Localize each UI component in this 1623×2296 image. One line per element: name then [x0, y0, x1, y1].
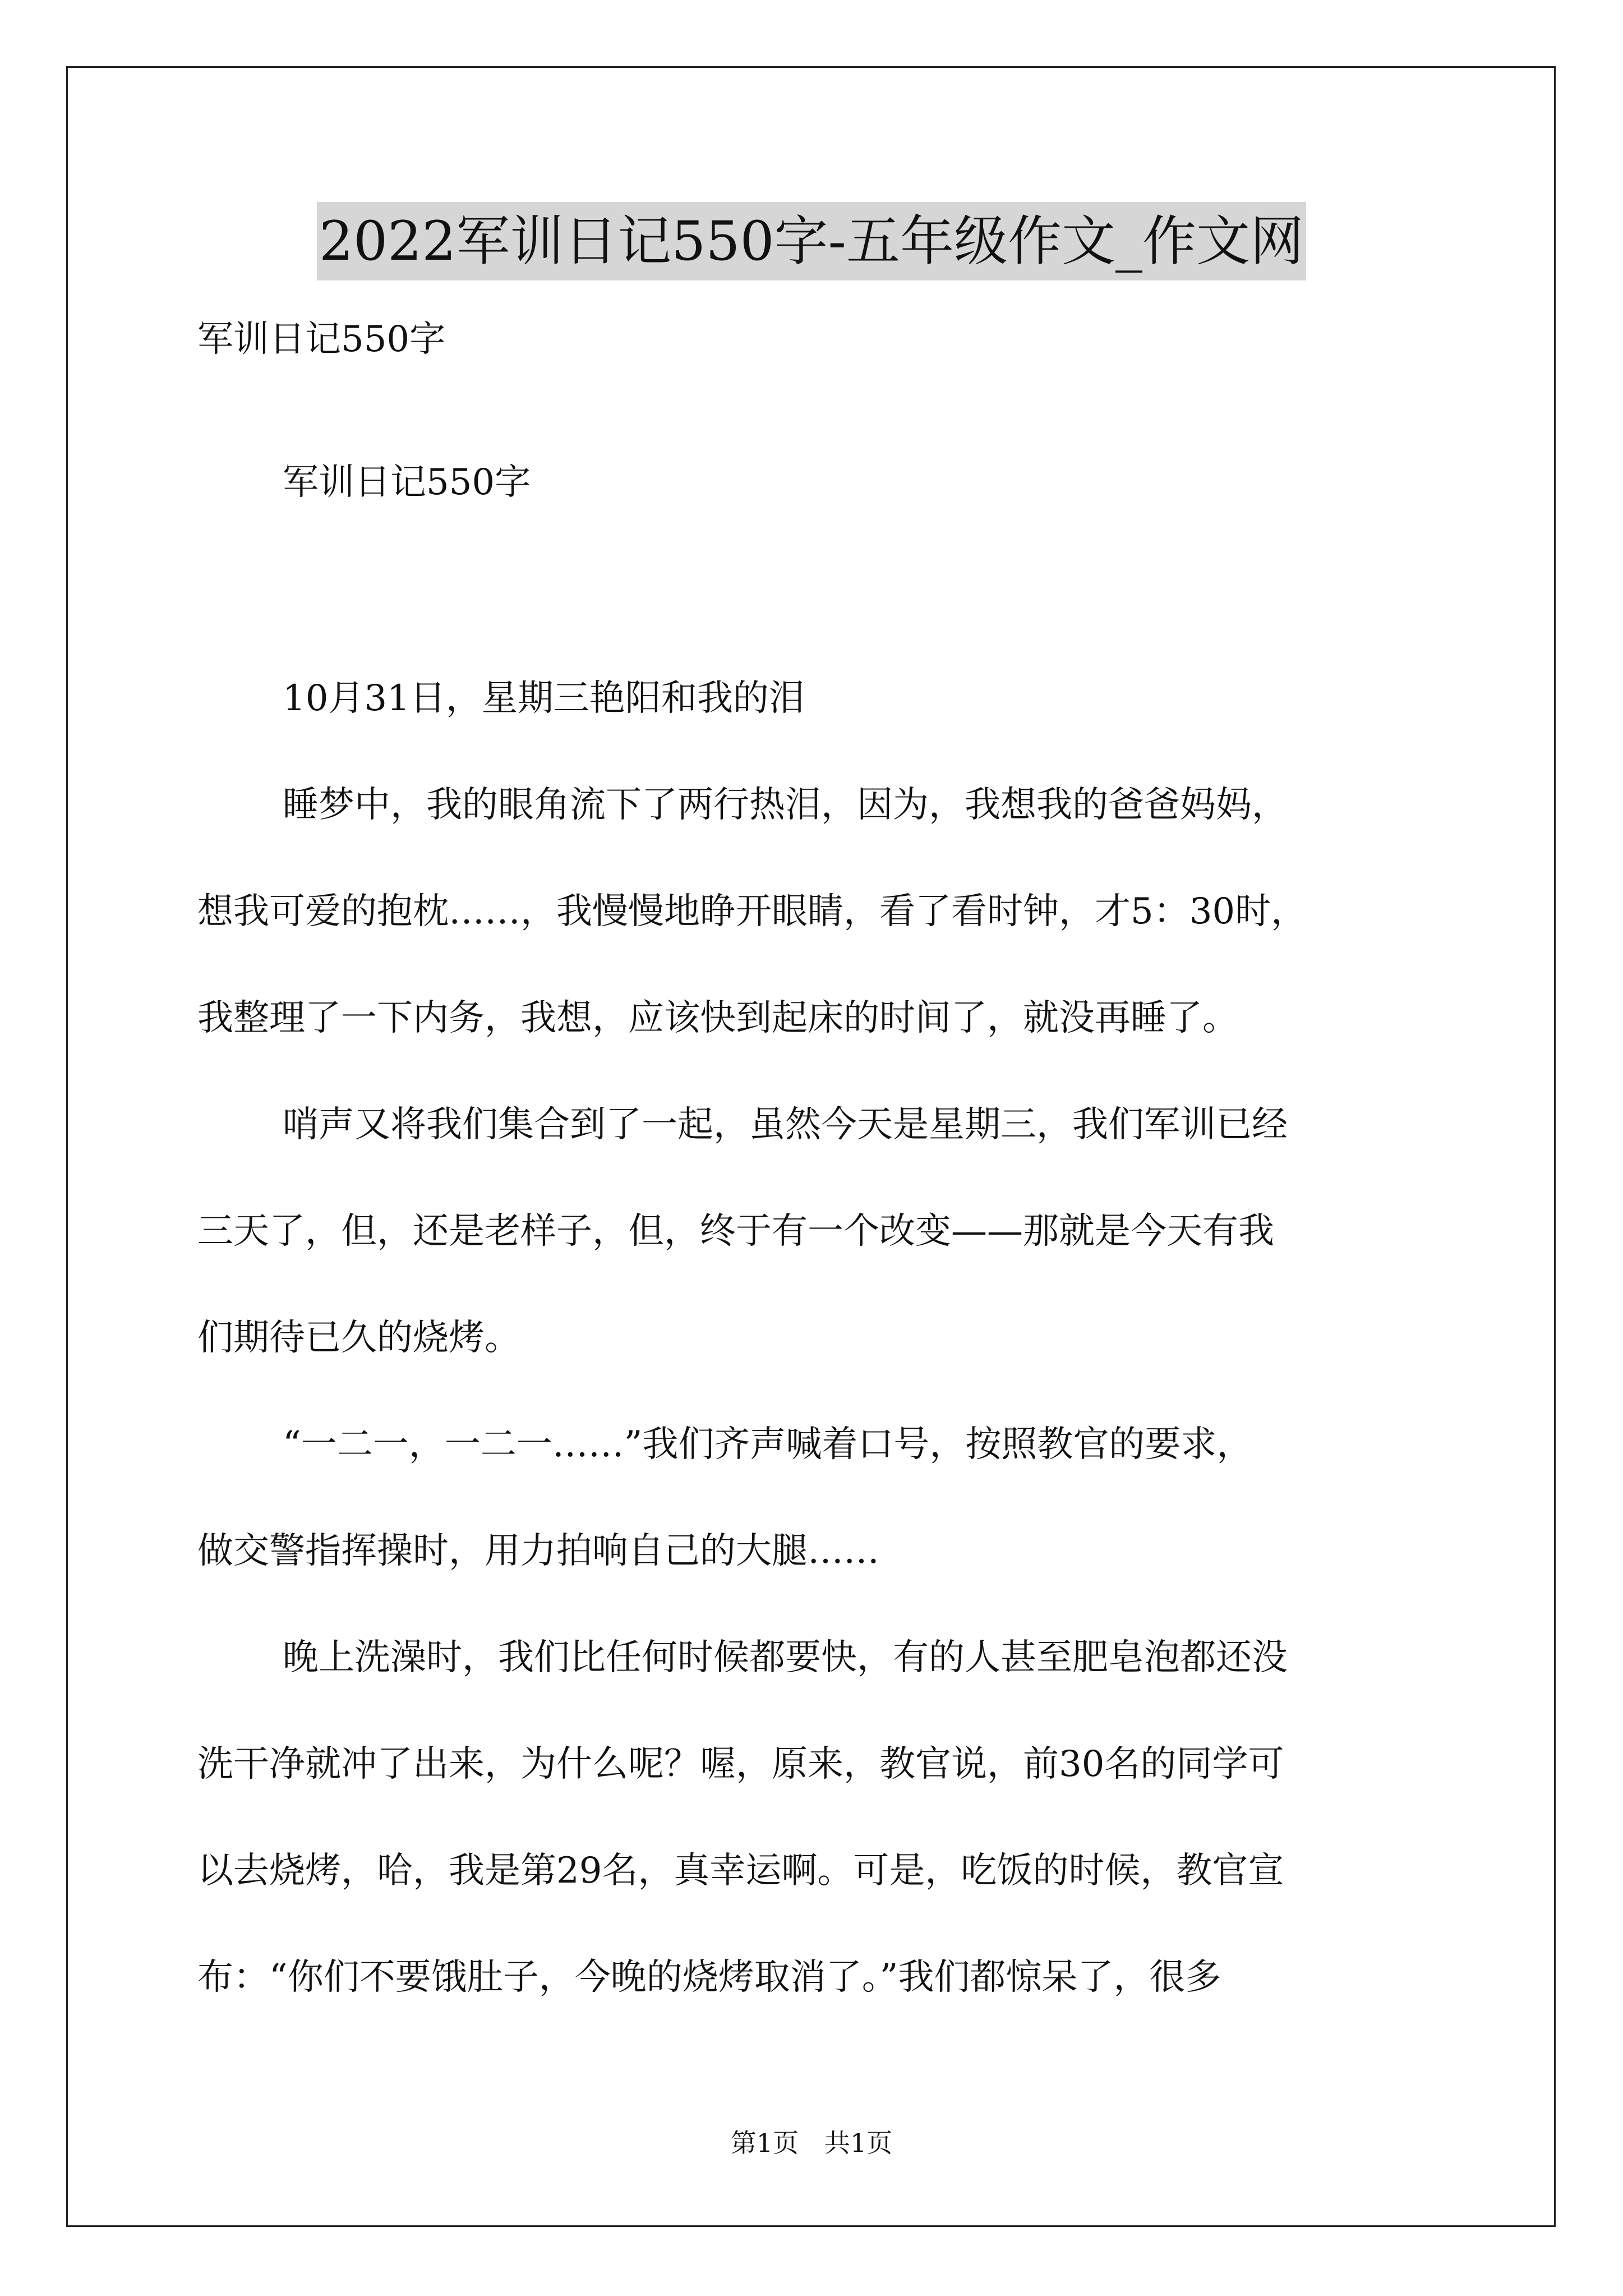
body-heading-block	[197, 454, 1459, 510]
paragraph-line: 哨声又将我们集合到了一起，虽然今天是星期三，我们军训已经	[283, 1104, 1288, 1145]
date-line-block	[197, 670, 1459, 726]
paragraph-3	[197, 1416, 1459, 1579]
document-title: 2022军训日记550字-五年级作文_作文网	[317, 202, 1306, 280]
document-subtitle: 军训日记550字	[197, 319, 446, 360]
paragraph-line: 们期待已久的烧烤。	[197, 1317, 520, 1359]
paragraph-line: 以去烧烤，哈，我是第29名，真幸运啊。可是，吃饭的时候，教官宣	[197, 1850, 1284, 1892]
paragraph-4	[197, 1630, 1459, 2005]
date-line: 10月31日，星期三艳阳和我的泪	[283, 678, 805, 719]
paragraph-line: 我整理了一下内务，我想，应该快到起床的时间了，就没再睡了。	[197, 997, 1238, 1039]
paragraph-line: 三天了，但，还是老样子，但，终于有一个改变——那就是今天有我	[197, 1211, 1274, 1252]
page-footer: 第1页 共1页	[730, 2128, 893, 2158]
paragraph-line: 睡梦中，我的眼角流下了两行热泪，因为，我想我的爸爸妈妈，	[283, 784, 1288, 826]
indented-heading: 军训日记550字	[283, 462, 531, 503]
title-container	[0, 202, 1623, 280]
paragraph-2	[197, 1097, 1459, 1366]
paragraph-line: 想我可爱的抱枕……，我慢慢地睁开眼睛，看了看时钟，才5：30时，	[197, 891, 1307, 932]
paragraph-line: 晚上洗澡时，我们比任何时候都要快，有的人甚至肥皂泡都还没	[283, 1637, 1288, 1678]
paragraph-line: 做交警指挥操时，用力拍响自己的大腿……	[197, 1530, 879, 1572]
paragraph-line: “一二一，一二一……”我们齐声喊着口号，按照教官的要求，	[283, 1424, 1253, 1465]
paragraph-line: 洗干净就冲了出来，为什么呢？喔，原来，教官说，前30名的同学可	[197, 1743, 1284, 1785]
paragraph-1	[197, 777, 1459, 1046]
paragraph-line: 布：“你们不要饿肚子，今晚的烧烤取消了。”我们都惊呆了，很多	[197, 1957, 1221, 1998]
